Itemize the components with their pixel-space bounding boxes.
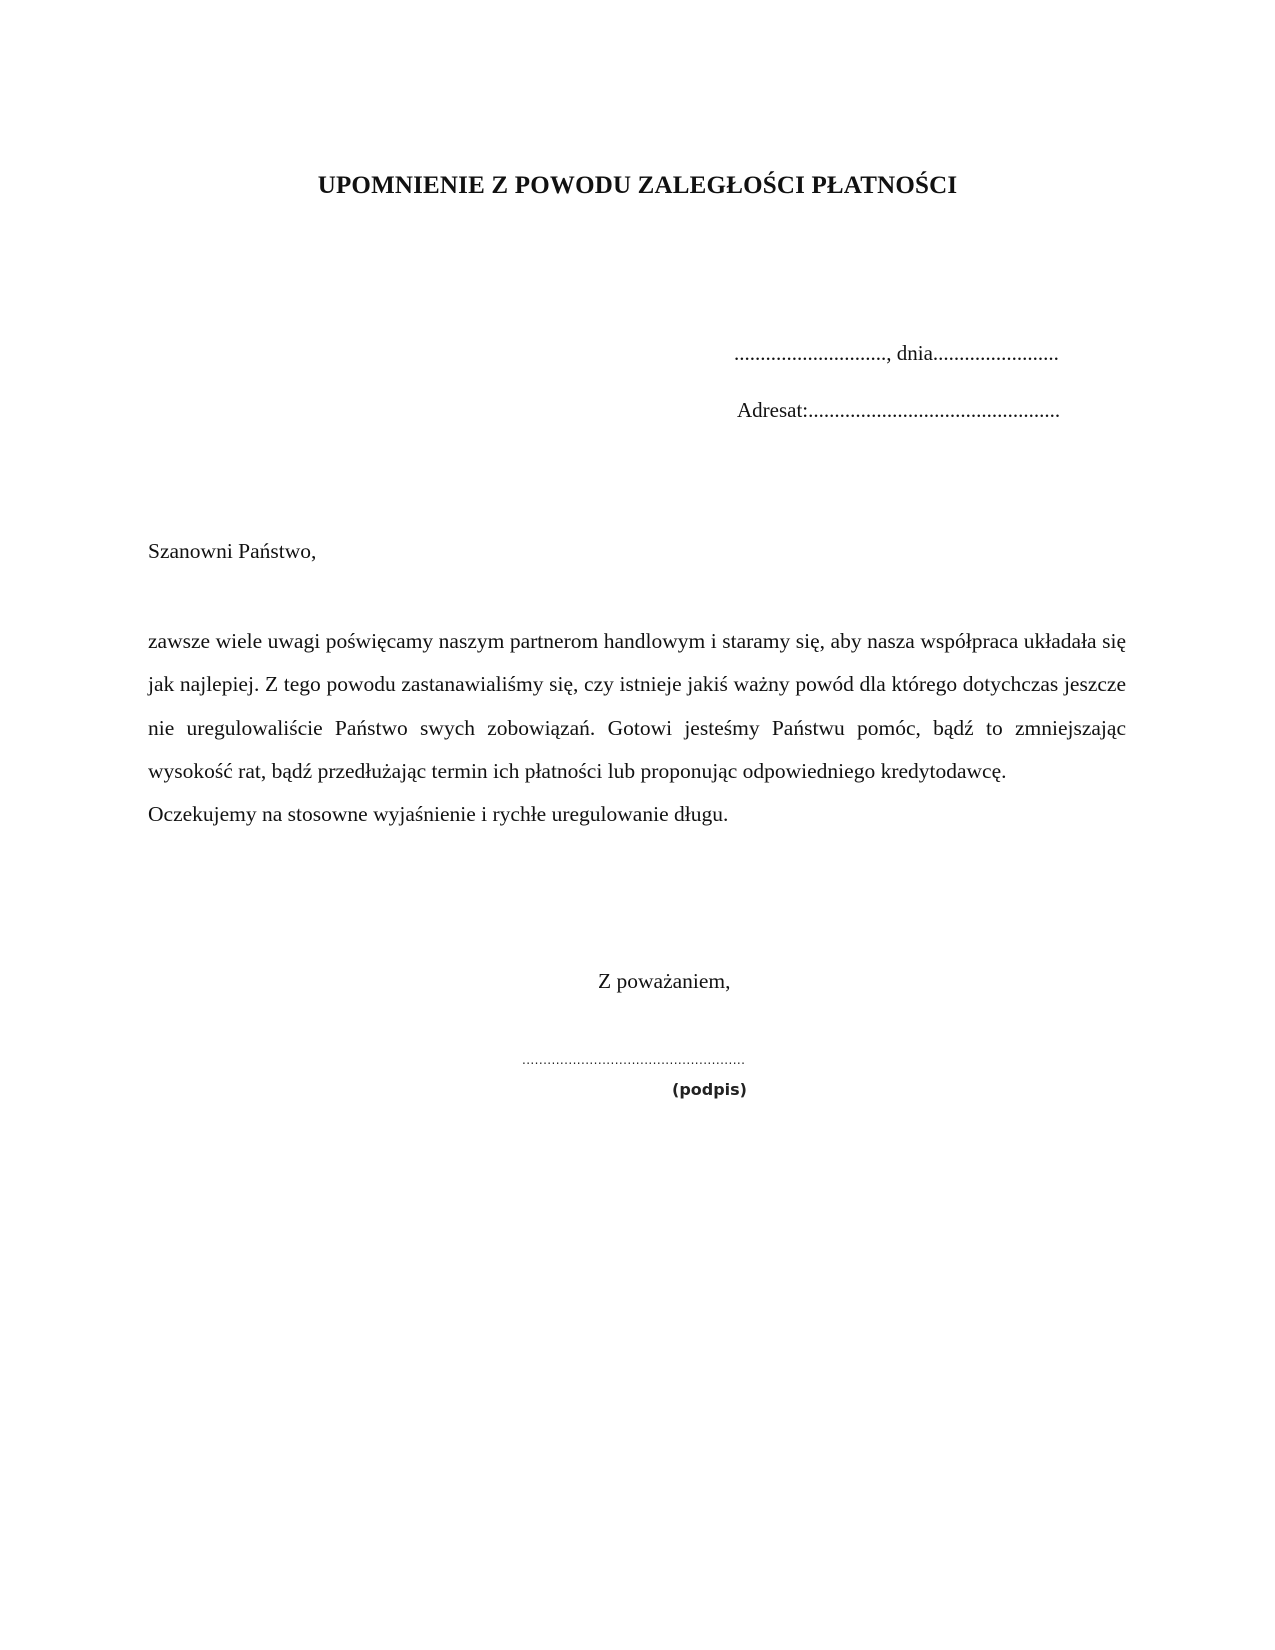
place-date-field: ............................., dnia........................ bbox=[734, 341, 1059, 365]
greeting: Szanowni Państwo, bbox=[148, 539, 317, 563]
signature-line: ..................................................... bbox=[522, 1053, 746, 1067]
body-paragraph: zawsze wiele uwagi poświęcamy naszym partnerom handlowym i staramy się, aby nasza współpraca układała się jak najlepiej. Z tego powodu zastanawialiśmy się, czy istnieje jakiś ważny powód dla którego dotychczas jeszcze nie uregulowaliście Państwo swych zobowiązań. Gotowi jesteśmy Państwu pomóc, bądź to zmniejszając wysokość rat, bądź przedłużając termin ich płatności lub proponując odpowiedniego kredytodawcę. bbox=[148, 629, 1126, 783]
document-title: UPOMNIENIE Z POWODU ZALEGŁOŚCI PŁATNOŚCI bbox=[317, 172, 958, 199]
body-paragraph: Oczekujemy na stosowne wyjaśnienie i rychłe uregulowanie długu. bbox=[148, 802, 729, 827]
closing-phrase: Z poważaniem, bbox=[598, 969, 731, 993]
signature-label: (podpis) bbox=[672, 1080, 747, 1099]
addressee-field: Adresat:................................................ bbox=[737, 398, 1061, 422]
letter-body bbox=[148, 620, 1126, 836]
